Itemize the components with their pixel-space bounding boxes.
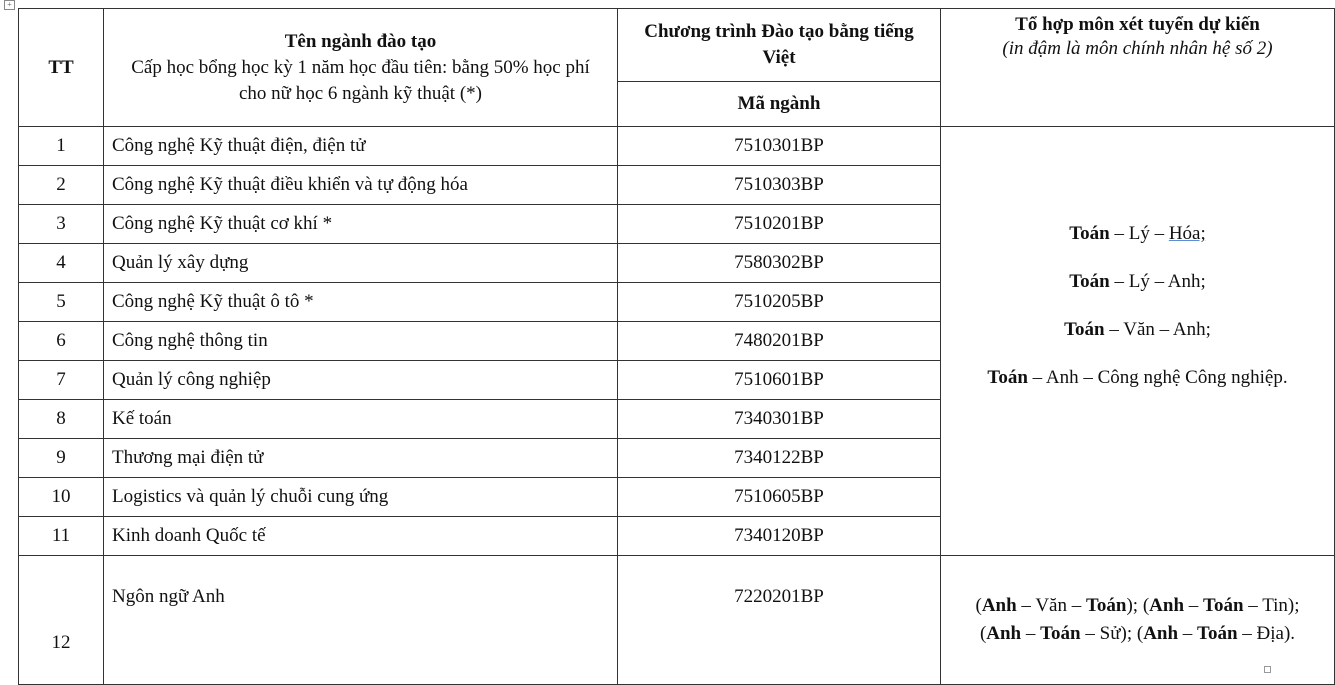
row-code: 7510605BP xyxy=(618,478,941,517)
header-program: Chương trình Đào tạo bằng tiếng Việt xyxy=(618,9,941,82)
combo-12-segment: ); ( xyxy=(1126,595,1150,616)
row-code: 7510301BP xyxy=(618,127,941,166)
combo-line xyxy=(949,223,1326,245)
combo-line xyxy=(949,319,1326,341)
combo-rest: – Văn – Anh; xyxy=(1104,319,1211,340)
combo-rest: – Lý – xyxy=(1109,223,1169,244)
combo-cell-12 xyxy=(941,556,1335,685)
row-code: 7340120BP xyxy=(618,517,941,556)
combo-12-segment: Toán xyxy=(1040,623,1081,644)
combo-12-segment: Toán xyxy=(1197,623,1238,644)
combo-12-segment: Anh xyxy=(1143,623,1179,644)
combo-bold: Toán xyxy=(1069,223,1110,244)
row-name: Quản lý xây dựng xyxy=(104,244,618,283)
admissions-table xyxy=(18,8,1335,685)
combo-tail: Hóa; xyxy=(1168,223,1206,244)
combo-12-segment: – Địa). xyxy=(1237,623,1296,644)
table-end-marker xyxy=(1264,666,1271,673)
combo-12-segment: Toán xyxy=(1085,595,1127,616)
row-tt: 7 xyxy=(19,361,104,400)
header-code: Mã ngành xyxy=(618,82,941,127)
combo-12-segment: – Văn – xyxy=(1016,595,1086,616)
combo-12-segment: Anh xyxy=(981,595,1017,616)
row-name: Công nghệ Kỹ thuật cơ khí * xyxy=(104,205,618,244)
row-code: 7340301BP xyxy=(618,400,941,439)
row-name: Logistics và quản lý chuỗi cung ứng xyxy=(104,478,618,517)
row-tt: 9 xyxy=(19,439,104,478)
header-name-note: Cấp học bổng học kỳ 1 năm học đầu tiên: bằng 50% học phí cho nữ học 6 ngành kỹ thuật (*) xyxy=(131,56,590,104)
header-name xyxy=(104,9,618,127)
combo-cell-1-11 xyxy=(941,127,1335,556)
combo-12-segment: ( xyxy=(975,595,982,616)
table-body xyxy=(19,127,1335,685)
row-tt: 8 xyxy=(19,400,104,439)
combo-12-segment: – xyxy=(1184,595,1204,616)
header-combo xyxy=(941,9,1335,127)
row-tt: 6 xyxy=(19,322,104,361)
combo-12-segment: – Tin); ( xyxy=(979,595,1300,644)
combo-12-segment: – xyxy=(1178,623,1198,644)
row-name: Công nghệ Kỹ thuật điều khiển và tự động hóa xyxy=(104,166,618,205)
combo-bold: Toán xyxy=(1069,271,1110,292)
combo-line xyxy=(949,271,1326,293)
row-code: 7510601BP xyxy=(618,361,941,400)
row-code: 7580302BP xyxy=(618,244,941,283)
row-code: 7480201BP xyxy=(618,322,941,361)
header-name-title: Tên ngành đào tạo xyxy=(284,30,437,52)
row-name: Công nghệ Kỹ thuật điện, điện tử xyxy=(104,127,618,166)
row-code: 7510201BP xyxy=(618,205,941,244)
combo-12-segment: – Sử); ( xyxy=(1080,623,1144,644)
row-name: Công nghệ thông tin xyxy=(104,322,618,361)
row-name: Kinh doanh Quốc tế xyxy=(104,517,618,556)
combo-12-segment: Anh xyxy=(1149,595,1185,616)
header-tt: TT xyxy=(19,9,104,127)
table-move-handle[interactable]: + xyxy=(4,0,15,10)
row-tt: 10 xyxy=(19,478,104,517)
row-tt: 2 xyxy=(19,166,104,205)
table-row xyxy=(19,127,1335,166)
row-tt: 3 xyxy=(19,205,104,244)
row-tt: 5 xyxy=(19,283,104,322)
row-name: Kế toán xyxy=(104,400,618,439)
combo-rest: – Anh – Công nghệ Công nghiệp. xyxy=(1027,367,1288,388)
combo-12-segment: – xyxy=(1021,623,1041,644)
combo-12-segment: Toán xyxy=(1203,595,1244,616)
combo-bold: Toán xyxy=(987,367,1028,388)
table-row xyxy=(19,556,1335,685)
header-combo-title: Tổ hợp môn xét tuyển dự kiến xyxy=(1015,14,1260,35)
combo-12-segment: Anh xyxy=(986,623,1022,644)
row-code: 7510303BP xyxy=(618,166,941,205)
row-name: Ngôn ngữ Anh xyxy=(104,556,618,685)
row-name: Công nghệ Kỹ thuật ô tô * xyxy=(104,283,618,322)
combo-line xyxy=(949,367,1326,389)
row-name: Thương mại điện tử xyxy=(104,439,618,478)
combo-bold: Toán xyxy=(1064,319,1105,340)
row-tt: 11 xyxy=(19,517,104,556)
row-code: 7220201BP xyxy=(618,556,941,685)
row-name: Quản lý công nghiệp xyxy=(104,361,618,400)
row-tt: 12 xyxy=(19,556,104,685)
header-combo-note: (in đậm là môn chính nhân hệ số 2) xyxy=(1002,38,1273,59)
row-code: 7510205BP xyxy=(618,283,941,322)
combo-rest: – Lý – Anh; xyxy=(1109,271,1206,292)
row-tt: 4 xyxy=(19,244,104,283)
row-tt: 1 xyxy=(19,127,104,166)
header-row xyxy=(19,9,1335,82)
row-code: 7340122BP xyxy=(618,439,941,478)
